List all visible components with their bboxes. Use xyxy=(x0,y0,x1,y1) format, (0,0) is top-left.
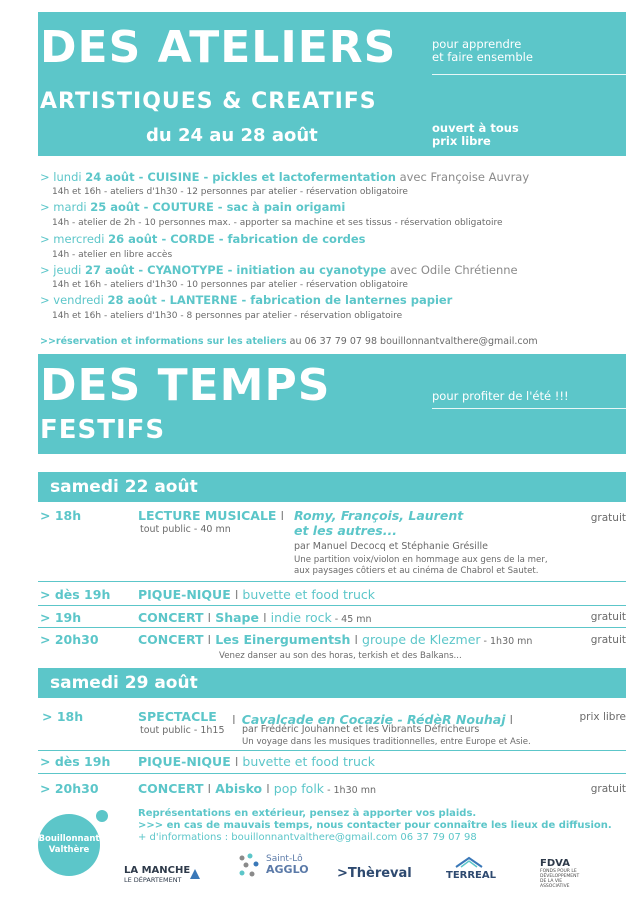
threval-logo: >Thèreval xyxy=(337,866,412,881)
event-price: gratuit xyxy=(590,634,626,646)
festifs-title: DES TEMPS xyxy=(40,360,331,411)
event-price: gratuit xyxy=(590,512,626,524)
festifs-subtitle: FESTIFS xyxy=(40,415,166,445)
ateliers-dates: du 24 au 28 août xyxy=(146,125,318,146)
ateliers-open-label: ouvert à tous xyxy=(432,121,519,135)
ateliers-subtitle: ARTISTIQUES & CREATIFS xyxy=(40,89,377,114)
festifs-tagline: pour profiter de l'été !!! xyxy=(432,389,569,403)
event-time: > 20h30 xyxy=(40,632,99,647)
event-audience: tout public - 40 mn xyxy=(140,524,231,535)
org-logo-text-1: Bouillonnant xyxy=(38,834,100,844)
event-time: > 18h xyxy=(42,709,84,724)
footer-weather-note: >>> en cas de mauvais temps, nous contacter pour connaître les lieux de diffusion. xyxy=(138,820,612,831)
org-logo-text-2: Valthère xyxy=(48,845,90,855)
workshop-item: > mardi 25 août - COUTURE - sac à pain origami xyxy=(40,200,346,214)
event-time: > dès 19h xyxy=(40,587,111,602)
divider xyxy=(38,605,626,606)
event-price: prix libre xyxy=(579,711,626,723)
event-description: Venez danser au son des horas, terkish et des Balkans... xyxy=(219,651,462,661)
workshop-item: > vendredi 28 août - LANTERNE - fabrication de lanternes papier xyxy=(40,293,453,307)
event-price: gratuit xyxy=(590,611,626,623)
event-title: LECTURE MUSICALE I xyxy=(138,508,285,523)
divider xyxy=(38,627,626,628)
ateliers-tagline-2: et faire ensemble xyxy=(432,50,533,64)
workshop-item: > jeudi 27 août - CYANOTYPE - initiation au cyanotype avec Odile Chrétienne xyxy=(40,263,518,277)
day-header: samedi 29 août xyxy=(38,668,626,698)
event-title: CONCERT I Les Einergumentsh I groupe de Klezmer - 1h30 mn xyxy=(138,632,533,647)
org-logo xyxy=(38,814,100,876)
event-description: Un voyage dans les musiques traditionnelles, entre Europe et Asie. xyxy=(242,737,531,747)
terreal-logo-mark xyxy=(454,856,484,868)
workshop-details: 14h et 16h - ateliers d'1h30 - 12 personnes par atelier - réservation obligatoire xyxy=(52,187,408,197)
ateliers-tagline-1: pour apprendre xyxy=(432,37,522,51)
event-price: gratuit xyxy=(590,783,626,795)
reservation-line: >>réservation et informations sur les ateliers au 06 37 79 07 98 bouillonnantvalthere@gmail.com xyxy=(40,336,538,347)
footer-plaids-note: Représentations en extérieur, pensez à apporter vos plaids. xyxy=(138,808,477,819)
event-time: > dès 19h xyxy=(40,754,111,769)
stlo-logo-mark xyxy=(236,852,264,880)
event-performers: par Frédéric Jouhannet et les Vibrants Défricheurs xyxy=(242,724,480,735)
divider xyxy=(38,581,626,582)
event-title: PIQUE-NIQUE I buvette et food truck xyxy=(138,754,376,769)
event-work-title: Romy, François, Laurent et les autres... xyxy=(294,508,464,538)
day-header: samedi 22 août xyxy=(38,472,626,502)
workshop-details: 14h - atelier en libre accès xyxy=(52,250,173,260)
workshop-item: > lundi 24 août - CUISINE - pickles et lactofermentation avec Françoise Auvray xyxy=(40,170,530,184)
event-title: CONCERT I Abisko I pop folk - 1h30 mn xyxy=(138,781,376,796)
event-title: PIQUE-NIQUE I buvette et food truck xyxy=(138,587,376,602)
manche-logo-mark xyxy=(188,867,202,881)
workshop-details: 14h et 16h - ateliers d'1h30 - 10 personnes par atelier - réservation obligatoire xyxy=(52,280,408,290)
event-audience: tout public - 1h15 xyxy=(140,725,225,736)
event-time: > 18h xyxy=(40,508,82,523)
event-title: SPECTACLE xyxy=(138,709,217,724)
manche-logo: LA MANCHE LE DÉPARTEMENT xyxy=(124,865,190,884)
event-description: Une partition voix/violon en hommage aux gens de la mer, aux paysages côtiers et au cinéma de Chabrol et Sautet. xyxy=(294,555,548,576)
event-title: CONCERT I Shape I indie rock - 45 mn xyxy=(138,610,372,625)
event-performers: par Manuel Decocq et Stéphanie Grésille xyxy=(294,541,489,552)
workshop-item: > mercredi 26 août - CORDE - fabrication de cordes xyxy=(40,232,366,246)
ateliers-tagline-rule xyxy=(432,74,626,75)
fdva-logo: FDVA FONDS POUR LE DÉVELOPPEMENT DE LA VIE ASSOCIATIVE xyxy=(540,858,580,889)
workshop-details: 14h et 16h - ateliers d'1h30 - 8 personnes par atelier - réservation obligatoire xyxy=(52,311,403,321)
footer-contact: + d'informations : bouillonnantvalthere@gmail.com 06 37 79 07 98 xyxy=(138,832,477,843)
divider xyxy=(38,773,626,774)
ateliers-price-label: prix libre xyxy=(432,134,491,148)
divider xyxy=(38,750,626,751)
workshop-details: 14h - atelier de 2h - 10 personnes max. - apporter sa machine et ses tissus - réservation obligatoire xyxy=(52,218,503,228)
festifs-tagline-rule xyxy=(432,408,626,409)
event-time: > 19h xyxy=(40,610,82,625)
ateliers-title: DES ATELIERS xyxy=(40,22,397,73)
event-time: > 20h30 xyxy=(40,781,99,796)
event-work-title: I Cavalcade en Cocazie - RédèR Nouhaj I xyxy=(232,712,514,727)
